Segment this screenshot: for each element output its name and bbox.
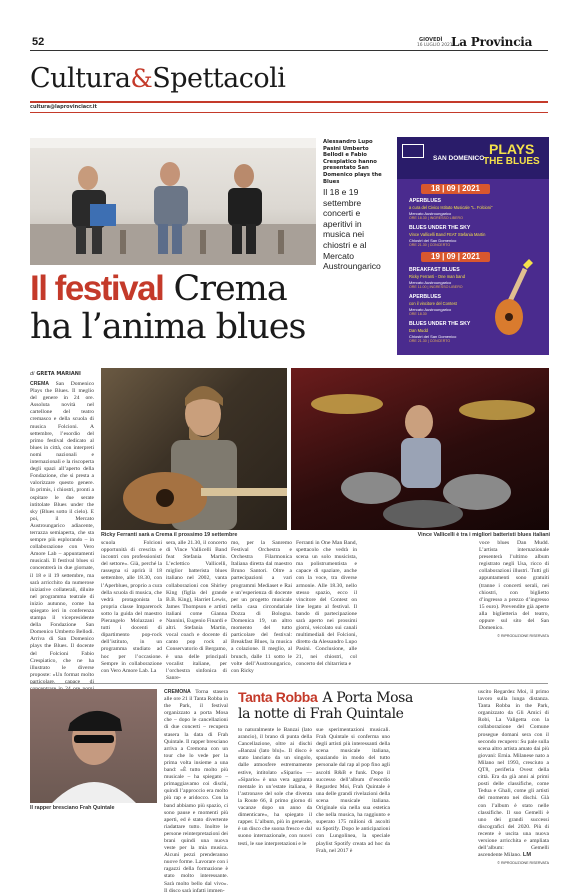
section-ampersand: & xyxy=(130,64,153,93)
article2-copyright: © RIPRODUZIONE RISERVATA xyxy=(497,861,549,866)
quintale-caption: Il rapper bresciano Frah Quintale xyxy=(30,805,115,811)
poster-ev5-line: Dan Mudd xyxy=(409,328,428,333)
poster-ev1-place: Mercato Austroungarico xyxy=(409,211,452,216)
ferranti-photo xyxy=(101,368,287,530)
poster-ev2-place: Chiostri del San Domenico xyxy=(409,238,457,243)
article2-col4 xyxy=(478,689,549,866)
poster-ev2-title: BLUES UNDER THE SKY xyxy=(409,225,471,231)
article1-col2: scuola Folcioni opportunità di crescita e incontri con professionisti del settore». Già, perché la rassegna si aprirà il 18 settembre, alle 18.30, con l’Aperblues, proprio a cura della scuola di musica, che vedrà protagonista la propria classe Imparerock sotto la guida del maestro Pierangelo Molazzani e tutti i docenti di dipartimento pop-rock dell’istituto, in un programma studiato ad hoc per l’occasione. Sempre in collaborazione con Vero Amore Lab. La xyxy=(101,540,162,674)
main-headline xyxy=(30,270,400,346)
press-conference-photo xyxy=(30,138,316,265)
poster-ev1-time: ORE 18.30 | INGRESSO LIBERO xyxy=(409,216,463,220)
article2-col3: sue sperimentazioni musicali. Frah Quintale si conferma uno degli artisti più interessanti della scena musicale italiana, spaziando in modo del tutto personale dal rap al pop fino agli ascolti R&B e funk. Dopo il successo dell’album d’esordio Regardez Moi, Frah Quintale è una delle grandi rivelazioni della scena musicale italiana. Originale sia nella sua estetica che nella musica, ha raggiunto e superato 175 milioni di ascolti su Spotify. Dopo le anticipazioni con Lungolinea, la speciale playlist Spotify creata ad hoc da Frah, nel 2017 è xyxy=(316,727,390,854)
ferranti-illustration xyxy=(101,368,287,530)
article2-col1 xyxy=(164,689,228,894)
article2-dateline: CREMONA xyxy=(164,689,191,695)
vallicelli-photo xyxy=(291,368,549,530)
quintale-illustration xyxy=(30,689,157,803)
article2-col4-text: uscito Regardez Moi, il primo lavoro sulla lunga distanza. Tanta Robba in the Park, organizzato da Gli Amici di Robi, La Valigetta con la collaborazione del Comune prosegue domani sera con il secondo recupero: Su pale sulla scena altro artista amato dai più giovani: Ernia. Milanese nato a Milano nel 1993, cresciuto a QT8, periferia Ovest della città. Era da già anni ai primi posti delle classifiche, come Tedua e Ghali, come gli artisti del momento nei dischi. Già con l’album è stato nelle classifiche. Il suo Gemelli è uno dei grandi successi discografici del 2020. Più di recente è uscita una nuova versione arricchita e ampliata dell’album: Gemelli ascendente Milano. xyxy=(478,689,549,859)
article1-col5: Ferranti in One Man Band, spettacolo che vedrà in scena un solo musicista, ma polistrumentista e capace di spaziare, anche con la voce, tra diverse armonie. Alle 18.30, nello stesso spazio, ecco il vincitore del Contest on line legato al festival. Il bando di partecipazione sarà aperto nei prossimi giorni, veicolato sui canali multimediali del Folcioni, diretto da Alessandro Lupo Pasini. Conclusione, alle 21, nei chiostri, col concerto del chitarrista e xyxy=(296,540,357,667)
article2-title-b: la notte di Frah Quintale xyxy=(238,706,404,722)
masthead-date: 16 LUGLIO 2021 xyxy=(417,43,453,48)
article1-col6-text: voce blues Dan Mudd. L’artista internazionale presenterà l’ultimo album registrato negli Usa, ricco di collaborazioni illustri. Tutti gli appuntamenti sono gratuiti (tranne i concerti serali, nei chiostri, con biglietto d’ingresso a prezzo d’ingresso 15 euro). Prevendite già aperte alla biglietteria del teatro, oppure sul sito del San Domenico. xyxy=(479,540,549,632)
press-conference-illustration xyxy=(30,138,316,265)
festival-poster xyxy=(397,137,549,355)
poster-ev4-line: con il vincitore del Contest xyxy=(409,301,457,306)
poster-brand: SAN DOMENICO xyxy=(433,155,485,162)
poster-title-blues: THE BLUES xyxy=(483,156,540,167)
headline-line2: ha l’anima blues xyxy=(30,307,306,347)
poster-ev3-time: ORE 11.00 | INGRESSO LIBERO xyxy=(409,285,463,289)
poster-title-plays: PLAYS xyxy=(489,141,535,157)
headline-crema: Crema xyxy=(173,269,287,309)
section-rule-thin xyxy=(30,112,548,113)
quintale-photo xyxy=(30,689,157,803)
poster-ev1-line: a cura del Civico Istituto Musicale "L. Folcioni" xyxy=(409,205,493,210)
byline-label: di xyxy=(30,371,35,377)
headline-kicker: Il 18 e 19 settembre concerti e aperitivi in musica nei chiostri e al Mercato Austroungarico xyxy=(323,187,381,272)
poster-ev5-time: ORE 21.30 | CONCERTO xyxy=(409,339,451,343)
poster-ev1-title: APERBLUES xyxy=(409,198,441,204)
article2-title-a: A Porta Mosa xyxy=(322,690,413,706)
article2-col1-text: Torna stasera alle ore 21 il Tanta Robba in the Park, il festival organizzato a porta Mosa che – dopo le cancellazioni di due concerti – recupera stasera la data di Frah Quintale. Il rapper bresciano arriva a Cremona con un tour che lo vede per la prima volta insieme a una band: «È tutto molto più musicale – ha spiegato – primaggiavamo coi dischi, quindi l’approccio era molto più rap e aridocco. Con la band abbiamo più spazio, ci sono pause e momenti più aperti, ed è stato divertente riadattare tutto. Inoltre le persone reinterpretazioni dei brani quindi una nuova veste per la mia musica. Alcuni pezzi prenderanno nuove forme. Lavorare con i ragazzi della formazione è stato molto interessante. Sarà molto bello dal vivo». Il disco sarà infatti immen- xyxy=(164,689,228,894)
byline-author: GRETA MARIANI xyxy=(36,371,81,377)
section-rule xyxy=(30,101,548,103)
article1-copyright: © RIPRODUZIONE RISERVATA xyxy=(497,634,549,639)
poster-ev4-time: ORE 18.30 xyxy=(409,312,427,316)
byline xyxy=(30,371,81,377)
section-email: cultura@laprovinciacr.it xyxy=(30,104,97,110)
article1-col1 xyxy=(30,381,94,685)
poster-date-19: 19 | 09 | 2021 xyxy=(421,252,490,262)
article1-col4: mo, per la Sanremo Festival Orchestra e Orchestra Filarmonica Italiana diretta dal maestro Bruno Santori. Oltre a partecipazioni a vari programmi Mediaset e Rai e un’esperienza di docente per un progetto musicale nella casa circondariale Dozza di Bologna. Domenica 19, un altro momento del tutto particolare del festival: Breakfast Blues, la musica a colazione. Il meglio, al brunch, dalle 11 sotto le volte dell’Austroungarico, con Ricky xyxy=(231,540,292,674)
poster-ev4-place: Mercato Austroungarico xyxy=(409,307,452,312)
poster-guitar-icon xyxy=(493,255,547,345)
poster-ev5-title: BLUES UNDER THE SKY xyxy=(409,321,471,327)
poster-ev3-place: Mercato Austroungarico xyxy=(409,280,452,285)
masthead-top-rule xyxy=(30,50,548,51)
vallicelli-caption: Vince Vallicelli è tra i migliori batteristi blues italiani xyxy=(417,532,550,538)
page-number: 52 xyxy=(32,36,45,48)
ferranti-caption: Ricky Ferranti sarà a Crema il prossimo 19 settembre xyxy=(101,532,238,538)
article2-kicker: Tanta Robba xyxy=(238,689,318,705)
poster-ev4-title: APERBLUES xyxy=(409,294,441,300)
article1-col3: sera, alle 21.30, il concerto di Vince Vallicelli Band feat Stefania Martin. L’eclettico Vallicelli, miglior batterista blues italiano nel 2002, vanta collaborazioni con Shirley King (figlia del grande B.B. King), Harriet Lewis, James Thompson e artisti italiani come Gianna Nannini, Eugenio Finardi e altri. Stefania Martin, vocal coach e docente di canto pop rock al Conservatorio di Bergamo, è una delle principali vocalist italiane, per l’orchestra sinfonica di Sanre- xyxy=(166,540,227,681)
vallicelli-drums-illustration xyxy=(291,368,549,530)
press-photo-caption: Alessandro Lupo Pasini Umberto Bellodi e Fabio Crespiatico hanno presentato San Domenico plays the Blues xyxy=(323,139,382,185)
poster-ev2-time: ORE 21.30 | CONCERTO xyxy=(409,243,451,247)
newspaper-logo: La Provincia xyxy=(451,35,533,49)
article2-col3b xyxy=(395,689,473,817)
section-title xyxy=(30,63,285,94)
headline-festival: Il festival xyxy=(30,269,164,308)
article1-dateline: CREMA xyxy=(30,381,50,387)
article-divider xyxy=(30,683,548,684)
article1-col5b xyxy=(361,540,473,678)
article2-col2: to naturalmente le Banzai (lato arancio), il brano di punta della Cancellazione, oltre ai dischi «Banzai (lato blu)». Il disco è stato lanciato da un singolo, dalle atmosfere estremamente estive, intitolato «Sipario» — «Sipario» è una vera aggiunta mentale in un’estate italiana, è l’astronave del sole che diventa la Route 66, il primo giorno di vacanze dopo un anno da dimenticare», ha spiegato il rapper. L’album, più in generale, è un disco che suona fresco e dal suono internazionale, con nuovi testi, le sue interpretazioni e le xyxy=(238,727,312,847)
article2-signature: LM xyxy=(522,852,531,859)
section-title-cultura: Cultura xyxy=(30,63,131,94)
article1-col1-text: San Domenico Plays the Blues. Il meglio del genere in 24 ore. Assoluta novità nel cartellone del teatro cremasco e della scuola di musica Folcioni. A settembre, l’esordio del primo festival dedicato al blues in città, con interpreti nomi nazionali e internazionali e la riscoperta degli spazi all’aperto della Fondazione, che si presta a valorizzare questo genere. In primis, i chiostri, pronti a ospitare le due serate intitolate Blues under the sky (Blues sotto il cielo). E poi, il Mercato Austroungarico adiacente, terrazza semiaperta, che sta sempre più esplorando – in collaborazione con Vero Amore Lab – appuntamenti musicali. Il festival blues si concentrerà in due giornate, il 18 e il 19 settembre, ma sarà arricchito da numerose iniziative collaterali, diluite nel programma teatrale di inizio autunno, come ha spiegato ieri in conferenza stampa il vicepresidente della Fondazione San Domenico Umberto Bellodi. Arriva di San Domenico plays the Blues. Il docente del Folcioni Fabio Crespiatico, che ne ha illustrato le diverse proposte: «Un format molto particolare, capace di xyxy=(30,381,94,685)
poster-ev3-line: Ricky Ferranti - One man band xyxy=(409,274,465,279)
poster-building-icon xyxy=(402,144,424,158)
poster-date-18: 18 | 09 | 2021 xyxy=(421,184,490,194)
section-title-spettacoli: Spettacoli xyxy=(152,63,286,94)
article1-col6 xyxy=(479,540,549,678)
poster-ev2-line: Vince Vallicelli Band FEAT Stefania Martin xyxy=(409,232,486,237)
masthead-day: GIOVEDÌ xyxy=(419,37,443,43)
poster-ev5-place: Chiostri del San Domenico xyxy=(409,334,457,339)
poster-ev3-title: BREAKFAST BLUES xyxy=(409,267,460,273)
